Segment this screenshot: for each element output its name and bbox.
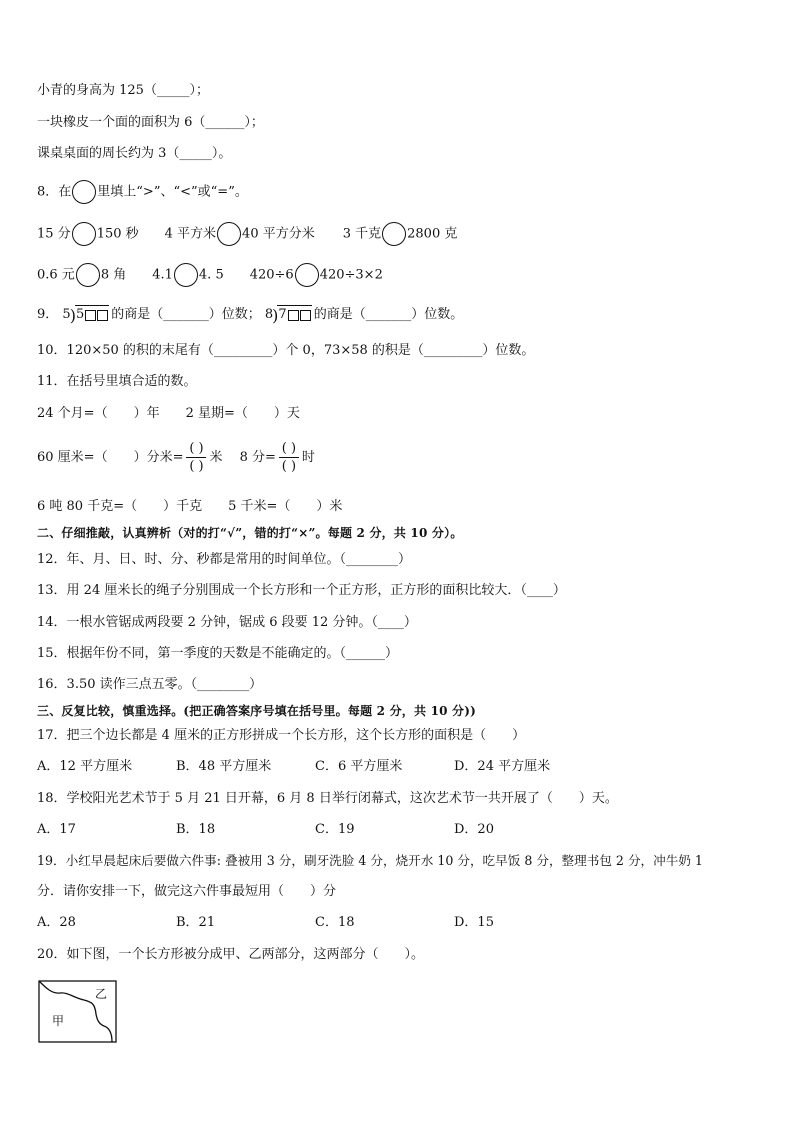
fill-line-desk: 课桌桌面的周长约为 3（_____）。 (37, 146, 232, 161)
compare-circle-blank[interactable] (72, 222, 96, 246)
compare-circle-blank[interactable] (72, 180, 96, 204)
option-b[interactable]: B．21 (176, 915, 216, 930)
question-16: 16．3.50 读作三点五零。（________） (37, 677, 263, 692)
q11-r2a: 60 厘米=（ ）分米= (37, 450, 184, 465)
q8-r1-b1: 150 秒 (96, 226, 139, 242)
division-bracket-icon: ) (272, 306, 279, 325)
q11-row-1: 24 个月=（ ）年 2 星期=（ ）天 (37, 406, 300, 421)
option-c[interactable]: C．19 (315, 822, 355, 837)
option-d[interactable]: D．20 (454, 822, 494, 837)
option-b[interactable]: B．18 (176, 822, 216, 837)
fraction-numerator: ( ) (281, 441, 297, 456)
q8-r2-b1: 8 角 (100, 267, 127, 283)
question-19-line-1: 19．小红早晨起床后要做六件事: 叠被用 3 分，刷牙洗脸 4 分，烧开水 10 分，吃早饭 8 分，整理书包 2 分，冲牛奶 1 (37, 853, 703, 868)
q8-row-2 (37, 263, 383, 287)
option-a[interactable]: A．17 (37, 822, 76, 837)
q8-r2-a3: 420÷6 (249, 267, 294, 283)
option-a[interactable]: A．28 (37, 915, 76, 930)
section-2-heading: 二、仔细推敲，认真辨析（对的打“√”，错的打“×”。每题 2 分，共 10 分）。 (37, 526, 463, 540)
digit-box[interactable] (85, 310, 96, 321)
q8-r1-a3: 3 千克 (342, 226, 382, 242)
division-bracket-icon: ) (69, 306, 76, 325)
question-15: 15．根据年份不同，第一季度的天数是不能确定的。（______） (37, 646, 399, 661)
option-b[interactable]: B．48 平方厘米 (176, 759, 272, 774)
q8-r1-a2: 4 平方米 (164, 226, 217, 242)
fraction-blank[interactable] (186, 441, 206, 474)
question-19-line-2: 分．请你安排一下，做完这六件事最短用（ ）分 (37, 884, 337, 899)
q11-row-3: 6 吨 80 千克=（ ）千克 5 千米=（ ）米 (37, 499, 343, 514)
question-13: 13．用 24 厘米长的绳子分别围成一个长方形和一个正方形，正方形的面积比较大．（____） (37, 583, 566, 598)
q11-r2b: 米 8 分= (209, 450, 276, 465)
q8-head-b: 里填上“>”、“<”或“=”。 (97, 184, 248, 200)
divisor-1: 5 (62, 307, 71, 322)
divisor-2: 8 (264, 307, 274, 322)
fill-line-eraser: 一块橡皮一个面的面积为 6（______）； (37, 115, 264, 130)
q19-options (37, 914, 593, 932)
q9-number: 9． (37, 307, 59, 322)
question-9 (37, 305, 463, 324)
option-d[interactable]: D．15 (454, 915, 494, 930)
q8-r2-b2: 4. 5 (198, 267, 224, 283)
q11-row-2 (37, 438, 315, 478)
option-c[interactable]: C．18 (315, 915, 355, 930)
digit-box[interactable] (288, 310, 299, 321)
q8-r1-a1: 15 分 (37, 226, 71, 242)
question-12: 12．年、月、日、时、分、秒都是常用的时间单位。（________） (37, 552, 412, 567)
digit-box[interactable] (97, 310, 108, 321)
question-11-title: 11．在括号里填合适的数。 (37, 374, 197, 389)
q18-options (37, 821, 593, 839)
dividend-digit-2: 7 (278, 307, 287, 322)
question-20: 20．如下图，一个长方形被分成甲、乙两部分，这两部分（ ）。 (37, 947, 425, 962)
question-18: 18．学校阳光艺术节于 5 月 21 日开幕，6 月 8 日举行闭幕式，这次艺术节一共开展了（ ）天。 (37, 791, 618, 806)
compare-circle-blank[interactable] (295, 263, 319, 287)
q8-r2-a1: 0.6 元 (37, 267, 75, 283)
rectangle-division-figure (38, 980, 118, 1044)
q11-r2c: 时 (301, 450, 315, 465)
fraction-bar (186, 457, 206, 458)
q8-r2-a2: 4.1 (152, 267, 173, 283)
region-jia-label: 甲 (52, 1014, 65, 1028)
region-yi-label: 乙 (95, 987, 108, 1001)
compare-circle-blank[interactable] (382, 222, 406, 246)
long-division-2 (265, 305, 312, 324)
q8-r1-b3: 2800 克 (407, 226, 458, 242)
dividend-digit-1: 5 (75, 307, 85, 322)
question-10: 10．120×50 的积的末尾有（_________）个 0，73×58 的积是（_________）位数。 (37, 343, 535, 358)
q8-row-1 (37, 222, 457, 246)
q8-r1-b2: 40 平方分米 (242, 226, 315, 242)
long-division-1 (62, 305, 109, 324)
fraction-blank[interactable] (279, 441, 299, 474)
question-8-title (37, 180, 248, 204)
compare-circle-blank[interactable] (217, 222, 241, 246)
fraction-denominator: ( ) (189, 459, 204, 474)
q9-text-2: 的商是（_______）位数。 (313, 307, 464, 322)
q17-options (37, 758, 593, 776)
fraction-bar (279, 457, 299, 458)
q8-head-a: 8．在 (37, 184, 72, 200)
q9-text-1: 的商是（_______）位数； (111, 307, 261, 322)
fraction-numerator: ( ) (189, 441, 204, 456)
question-17: 17．把三个边长都是 4 厘米的正方形拼成一个长方形，这个长方形的面积是（ ） (37, 728, 526, 743)
section-3-heading: 三、反复比较，慎重选择。(把正确答案序号填在括号里。每题 2 分，共 10 分)) (37, 704, 476, 718)
fraction-denominator: ( ) (281, 459, 297, 474)
option-d[interactable]: D．24 平方厘米 (454, 759, 551, 774)
q8-r2-b3: 420÷3×2 (319, 267, 383, 283)
question-14: 14．一根水管锯成两段要 2 分钟，锯成 6 段要 12 分钟。（____） (37, 615, 417, 630)
option-a[interactable]: A．12 平方厘米 (37, 759, 133, 774)
digit-box[interactable] (300, 310, 311, 321)
compare-circle-blank[interactable] (174, 263, 198, 287)
compare-circle-blank[interactable] (76, 263, 100, 287)
fill-line-height: 小青的身高为 125（_____）； (37, 83, 209, 98)
option-c[interactable]: C．6 平方厘米 (315, 759, 403, 774)
